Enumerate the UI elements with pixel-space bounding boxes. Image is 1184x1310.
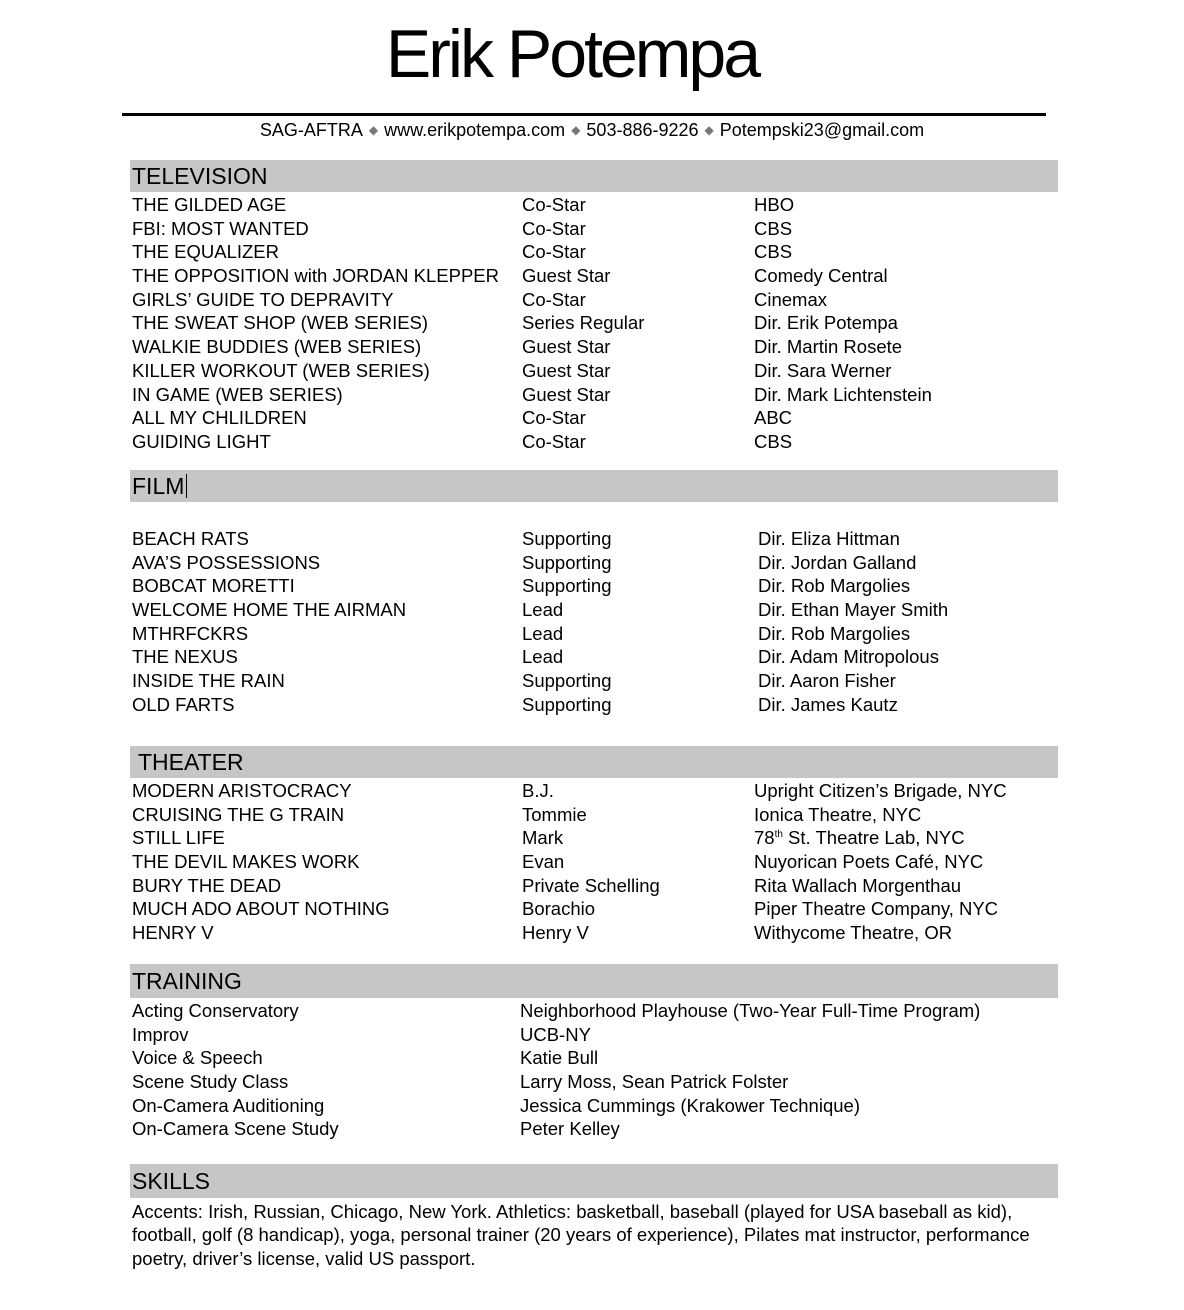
credit-role: Co-Star (522, 194, 586, 215)
credit-title: THE GILDED AGE (132, 194, 287, 215)
union-text: SAG-AFTRA (259, 120, 363, 140)
credit-network: HBO (754, 194, 795, 215)
credit-role: Co-Star (522, 217, 586, 239)
section-heading-film (130, 470, 1058, 502)
credit-role: Co-Star (522, 241, 586, 263)
credit-title: INSIDE THE RAIN (132, 670, 285, 692)
credit-title: HENRY V (132, 922, 214, 944)
table-row (132, 383, 1052, 407)
credit-role: Co-Star (522, 288, 586, 310)
training-teacher: Larry Moss, Sean Patrick Folster (520, 1071, 789, 1093)
diamond-icon: ◆ (368, 123, 379, 137)
table-row (132, 359, 1052, 383)
table-row (132, 598, 1052, 622)
credit-venue (754, 826, 965, 850)
credit-title: THE DEVIL MAKES WORK (132, 851, 360, 873)
credit-title: WALKIE BUDDIES (WEB SERIES) (132, 336, 422, 358)
skills-text: Accents: Irish, Russian, Chicago, New York. Athletics: basketball, baseball (played for USA baseball as kid), football, golf (8 handicap), yoga, personal trainer (20 years of experience), Pilates mat instructor, performance poetry, driver’s license, valid US passport. (132, 1201, 1030, 1269)
credit-role: Series Regular (522, 312, 645, 334)
credit-title: MUCH ADO ABOUT NOTHING (132, 898, 390, 920)
training-subject: Voice & Speech (132, 1047, 263, 1069)
credit-title: BOBCAT MORETTI (132, 575, 295, 597)
credit-title: STILL LIFE (132, 827, 225, 849)
television-list (132, 193, 1052, 454)
training-list (132, 999, 1052, 1141)
credit-venue: Upright Citizen’s Brigade, NYC (754, 780, 1007, 801)
credit-role: Supporting (522, 551, 612, 573)
table-row (132, 669, 1052, 693)
credit-venue: Rita Wallach Morgenthau (754, 874, 962, 896)
credit-director: Dir. Adam Mitropolous (758, 646, 939, 668)
table-row (132, 874, 1052, 898)
training-subject: Scene Study Class (132, 1071, 289, 1093)
venue-number: 78 (754, 827, 775, 849)
table-row (132, 574, 1052, 598)
email-link[interactable]: Potempski23@gmail.com (719, 120, 925, 140)
training-teacher: Peter Kelley (520, 1118, 620, 1140)
credit-role: Tommie (522, 803, 587, 825)
credit-role: Mark (522, 827, 564, 849)
table-row (132, 1094, 1052, 1118)
credit-title: BEACH RATS (132, 528, 249, 549)
credit-title: OLD FARTS (132, 693, 235, 715)
credit-director: Dir. Aaron Fisher (758, 670, 896, 692)
credit-title: ALL MY CHLILDREN (132, 407, 307, 429)
film-list (132, 527, 1052, 717)
credit-director: Dir. Rob Margolies (758, 622, 911, 644)
table-row (132, 288, 1052, 312)
training-teacher: Jessica Cummings (Krakower Technique) (520, 1094, 860, 1116)
credit-network: CBS (754, 217, 793, 239)
credit-network: Dir. Erik Potempa (754, 312, 898, 334)
section-heading-theater: THEATER (130, 746, 1058, 778)
credit-role: Lead (522, 646, 564, 668)
table-row (132, 1046, 1052, 1070)
credit-venue: Piper Theatre Company, NYC (754, 898, 999, 920)
credit-role: Co-Star (522, 430, 586, 452)
phone-text: 503-886-9226 (586, 120, 699, 140)
credit-role: Evan (522, 851, 565, 873)
credit-title: MTHRFCKRS (132, 622, 249, 644)
table-row (132, 240, 1052, 264)
credit-title: IN GAME (WEB SERIES) (132, 383, 343, 405)
credit-venue: Withycome Theatre, OR (754, 922, 953, 944)
table-row (132, 527, 1052, 551)
credit-network: Dir. Sara Werner (754, 359, 892, 381)
table-row (132, 217, 1052, 241)
table-row (132, 803, 1052, 827)
credit-role: Co-Star (522, 407, 586, 429)
training-subject: Acting Conservatory (132, 1000, 299, 1021)
diamond-icon: ◆ (704, 123, 714, 137)
table-row (132, 264, 1052, 288)
diamond-icon: ◆ (571, 123, 581, 137)
credit-role: Supporting (522, 693, 612, 715)
table-row (132, 551, 1052, 575)
training-teacher: Neighborhood Playhouse (Two-Year Full-Time Program) (520, 1000, 981, 1021)
table-row (132, 1023, 1052, 1047)
credit-title: THE EQUALIZER (132, 241, 279, 263)
credit-role: Guest Star (522, 359, 611, 381)
credit-director: Dir. Jordan Galland (758, 551, 917, 573)
table-row (132, 1117, 1052, 1141)
credit-network: Dir. Mark Lichtenstein (754, 383, 932, 405)
credit-title: FBI: MOST WANTED (132, 217, 309, 239)
training-subject: Improv (132, 1023, 189, 1045)
page-title: Erik Potempa (385, 16, 759, 92)
credit-network: Cinemax (754, 288, 827, 310)
credit-director: Dir. Eliza Hittman (758, 528, 900, 549)
table-row (132, 1070, 1052, 1094)
table-row (132, 406, 1052, 430)
credit-title: BURY THE DEAD (132, 874, 282, 896)
contact-line (0, 119, 1184, 141)
section-heading-television: TELEVISION (130, 160, 1058, 192)
credit-role: Private Schelling (522, 874, 660, 896)
theater-list (132, 779, 1052, 945)
table-row (132, 826, 1052, 850)
table-row (132, 622, 1052, 646)
credit-role: Guest Star (522, 265, 611, 287)
section-heading-skills: SKILLS (130, 1164, 1058, 1198)
credit-role: Supporting (522, 670, 612, 692)
credit-director: Dir. Rob Margolies (758, 575, 911, 597)
credit-network: CBS (754, 241, 793, 263)
venue-rest: St. Theatre Lab, NYC (782, 827, 965, 849)
credit-title: WELCOME HOME THE AIRMAN (132, 599, 407, 621)
credit-title: AVA’S POSSESSIONS (132, 551, 321, 573)
table-row (132, 999, 1052, 1023)
credit-title: THE OPPOSITION with JORDAN KLEPPER (132, 265, 499, 287)
credit-network: Comedy Central (754, 265, 888, 287)
website-link[interactable]: www.erikpotempa.com (384, 120, 566, 140)
credit-title: GUIDING LIGHT (132, 430, 271, 452)
credit-role: Supporting (522, 575, 612, 597)
ordinal-suffix: th (774, 829, 783, 841)
table-row (132, 335, 1052, 359)
credit-title: THE SWEAT SHOP (WEB SERIES) (132, 312, 429, 334)
credit-role: Guest Star (522, 336, 611, 358)
credit-title: MODERN ARISTOCRACY (132, 780, 352, 801)
credit-venue: Nuyorican Poets Café, NYC (754, 851, 984, 873)
credit-role: Supporting (522, 528, 612, 549)
credit-network: CBS (754, 430, 793, 452)
credit-title: CRUISING THE G TRAIN (132, 803, 345, 825)
training-teacher: UCB-NY (520, 1023, 591, 1045)
section-heading-training: TRAINING (130, 964, 1058, 998)
training-teacher: Katie Bull (520, 1047, 599, 1069)
table-row (132, 430, 1052, 454)
table-row (132, 193, 1052, 217)
credit-network: Dir. Martin Rosete (754, 336, 903, 358)
table-row (132, 645, 1052, 669)
credit-role: Guest Star (522, 383, 611, 405)
credit-role: Lead (522, 622, 564, 644)
table-row (132, 779, 1052, 803)
table-row (132, 311, 1052, 335)
text-cursor (186, 474, 187, 498)
credit-title: THE NEXUS (132, 646, 238, 668)
credit-title: KILLER WORKOUT (WEB SERIES) (132, 359, 430, 381)
credit-role: Lead (522, 599, 564, 621)
table-row (132, 693, 1052, 717)
credit-network: ABC (754, 407, 793, 429)
credit-role: B.J. (522, 780, 554, 801)
credit-role: Borachio (522, 898, 596, 920)
credit-title: GIRLS’ GUIDE TO DEPRAVITY (132, 288, 394, 310)
header-rule (122, 113, 1046, 116)
credit-director: Dir. Ethan Mayer Smith (758, 599, 949, 621)
training-subject: On-Camera Scene Study (132, 1118, 339, 1140)
film-heading-text: FILM (132, 473, 185, 499)
table-row (132, 921, 1052, 945)
credit-role: Henry V (522, 922, 589, 944)
training-subject: On-Camera Auditioning (132, 1094, 325, 1116)
table-row (132, 850, 1052, 874)
credit-director: Dir. James Kautz (758, 693, 898, 715)
credit-venue: Ionica Theatre, NYC (754, 803, 922, 825)
table-row (132, 897, 1052, 921)
